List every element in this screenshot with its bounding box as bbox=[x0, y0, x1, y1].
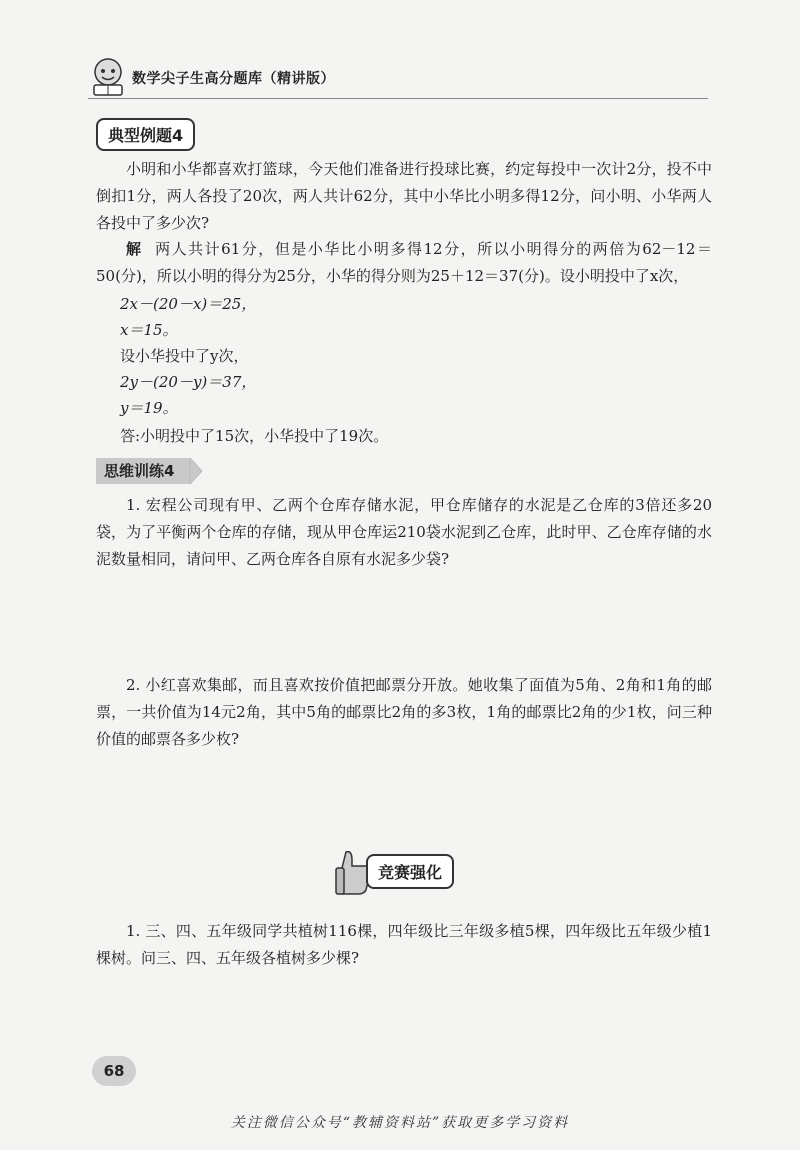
training-heading-label: 思维训练4 bbox=[96, 458, 182, 484]
example-solution bbox=[96, 236, 712, 290]
solution-text: 两人共计61分，但是小华比小明多得12分，所以小明得分的两倍为62－12＝50(分)，所以小明的得分为25分，小华的得分则为25＋12＝37(分)。设小明投中了x次， bbox=[96, 240, 712, 285]
example-heading: 典型例题4 bbox=[96, 118, 195, 151]
equation-4: y＝19。 bbox=[120, 399, 178, 417]
competition-question-1: 1. 三、四、五年级同学共植树116棵，四年级比三年级多植5棵，四年级比五年级少植1棵树。问三、四、五年级各植树多少棵? bbox=[96, 922, 712, 967]
mascot-icon bbox=[88, 56, 128, 98]
example-answer: 答:小明投中了15次，小华投中了19次。 bbox=[120, 427, 389, 445]
footer-note: 关注微信公众号“教辅资料站”获取更多学习资料 bbox=[230, 1115, 570, 1131]
equation-2: x＝15。 bbox=[120, 321, 178, 339]
page-number: 68 bbox=[92, 1056, 136, 1086]
arrow-tag-icon bbox=[182, 458, 204, 484]
training-question-1: 1. 宏程公司现有甲、乙两个仓库存储水泥，甲仓库储存的水泥是乙仓库的3倍还多20袋，为了平衡两个仓库的存储，现从甲仓库运210袋水泥到乙仓库，此时甲、乙仓库存储的水泥数量相同，请问甲、乙两仓库各自原有水泥多少袋? bbox=[96, 496, 712, 568]
training-heading bbox=[96, 458, 182, 484]
book-title: 数学尖子生高分题库（精讲版） bbox=[132, 71, 335, 87]
solution-label: 解 bbox=[126, 240, 143, 258]
equation-1: 2x－(20－x)＝25， bbox=[120, 295, 257, 313]
page-header bbox=[88, 56, 708, 104]
example-problem: 小明和小华都喜欢打篮球，今天他们准备进行投球比赛，约定每投中一次计2分，投不中倒扣1分，两人各投了20次，两人共计62分，其中小华比小明多得12分，问小明、小华两人各投中了多少次? bbox=[96, 160, 712, 232]
competition-heading: 竞赛强化 bbox=[366, 854, 454, 889]
header-divider bbox=[88, 98, 708, 99]
training-question-2: 2. 小红喜欢集邮，而且喜欢按价值把邮票分开放。她收集了面值为5角、2角和1角的邮票，一共价值为14元2角，其中5角的邮票比2角的多3枚，1角的邮票比2角的少1枚，问三种价值的邮票各多少枚? bbox=[96, 676, 712, 748]
let-y-statement: 设小华投中了y次， bbox=[120, 347, 249, 365]
competition-badge bbox=[334, 848, 474, 898]
equation-3: 2y－(20－y)＝37， bbox=[120, 373, 257, 391]
